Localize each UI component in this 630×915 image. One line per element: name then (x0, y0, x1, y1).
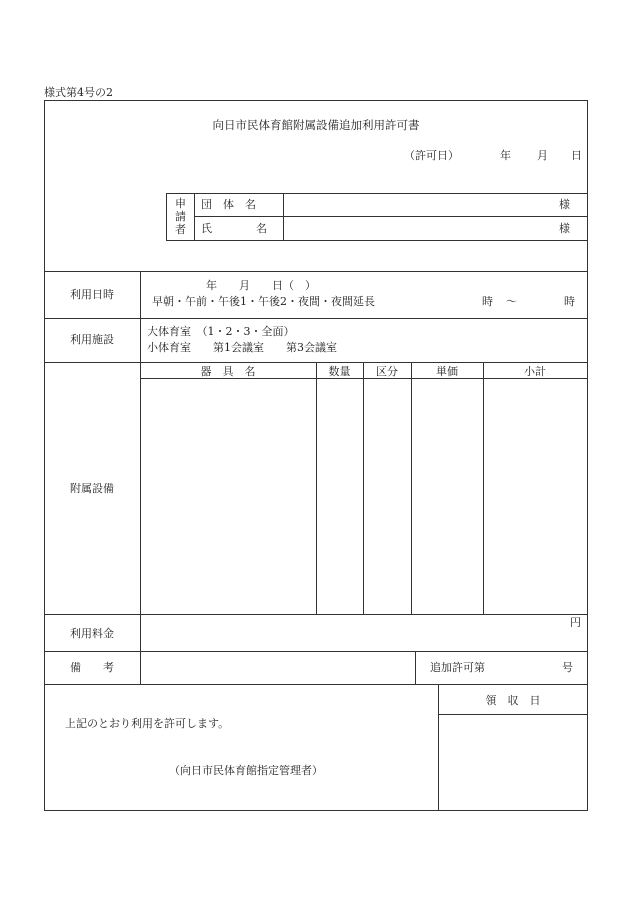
usage-periods: 早朝・午前・午後1・午後2・夜間・夜間延長 (152, 295, 375, 308)
group-name-label: 団 体 名 (201, 198, 256, 211)
permit-date-month: 月 (537, 149, 548, 162)
permit-date-label: （許可日） (404, 149, 459, 162)
permit-number-unit: 号 (562, 661, 573, 674)
usage-datetime-label: 利用日時 (70, 288, 114, 301)
time-from: 時 (482, 295, 493, 308)
fee-label: 利用料金 (70, 627, 114, 640)
time-to: 時 (564, 295, 575, 308)
name-honorific: 様 (559, 222, 570, 235)
issuer: （向日市民体育館指定管理者） (169, 764, 323, 777)
form-title: 向日市民体育館附属設備追加利用許可書 (212, 118, 420, 132)
remarks-label: 備 考 (70, 661, 114, 674)
facility-line-2: 小体育室 第1会議室 第3会議室 (147, 341, 337, 354)
applicant-label-2: 請 (175, 210, 186, 223)
facility-label: 利用施設 (70, 333, 114, 346)
form-number: 様式第4号の2 (44, 86, 113, 99)
receipt-date-label: 領 収 日 (485, 694, 541, 707)
equipment-label: 附属設備 (70, 482, 114, 495)
usage-date-line: 年 月 日（ ） (206, 279, 316, 292)
facility-line-1: 大体育室 （1・2・3・全面） (147, 325, 295, 338)
applicant-name-label: 氏 名 (201, 222, 267, 235)
applicant-label-3: 者 (175, 223, 186, 236)
permit-date-day: 日 (571, 149, 582, 162)
permit-statement: 上記のとおり利用を許可します。 (65, 717, 230, 730)
fee-unit: 円 (570, 616, 581, 629)
col-unit-price: 単価 (436, 365, 458, 378)
time-tilde: 〜 (506, 295, 517, 308)
col-quantity: 数量 (328, 365, 351, 378)
permit-number-label: 追加許可第 (430, 661, 485, 674)
col-subtotal: 小計 (524, 365, 546, 378)
group-honorific: 様 (559, 198, 570, 211)
col-category: 区分 (376, 365, 398, 378)
applicant-label-1: 申 (175, 197, 186, 210)
col-equipment-name: 器 具 名 (200, 365, 256, 378)
permit-date-year: 年 (500, 149, 511, 162)
